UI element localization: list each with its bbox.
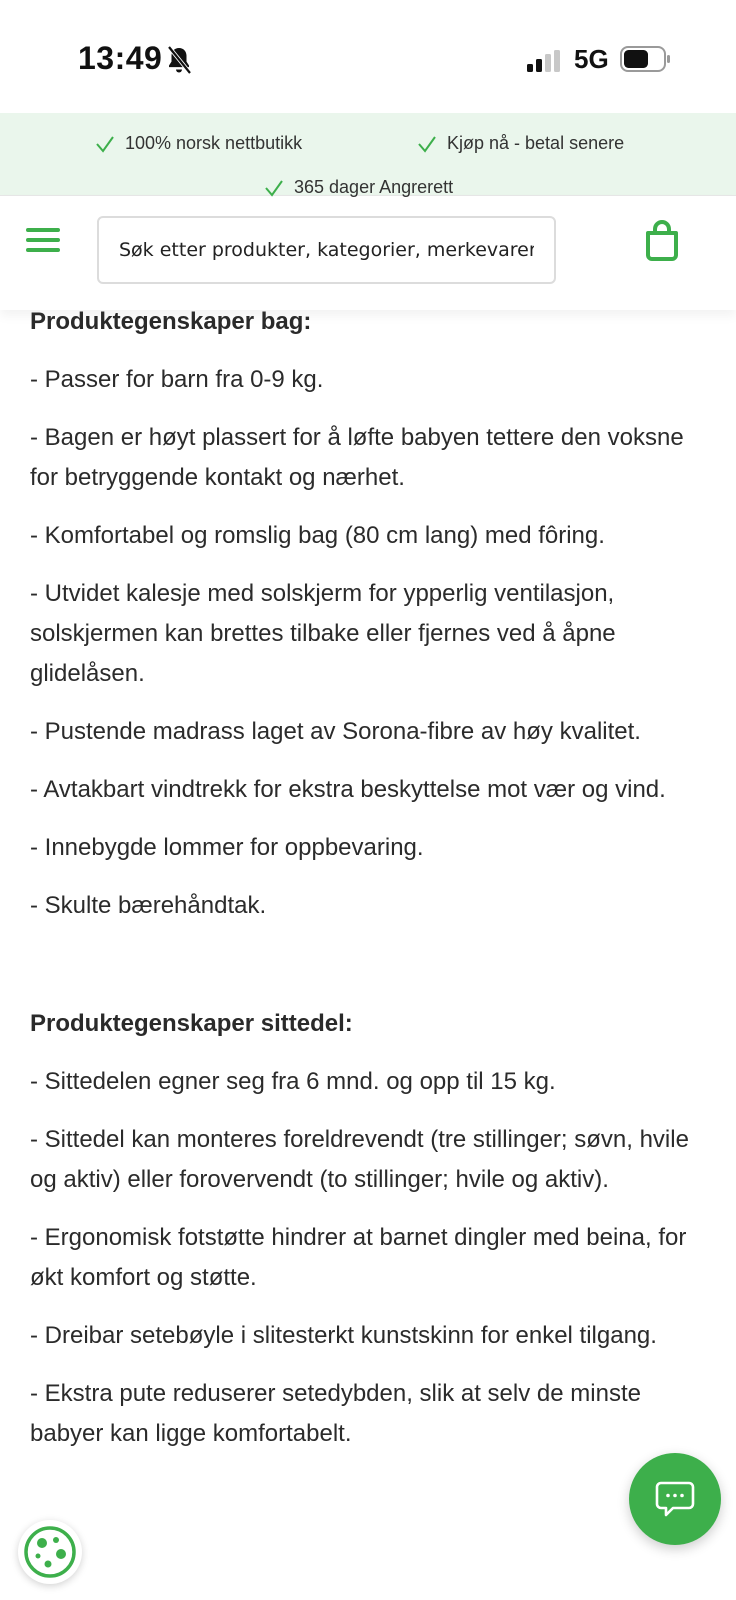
site-header xyxy=(0,195,736,310)
section-heading-seat: Produktegenskaper sittedel: xyxy=(30,1010,353,1037)
battery-icon xyxy=(620,46,672,72)
status-bar xyxy=(0,0,736,113)
search-box[interactable] xyxy=(97,216,556,284)
bag-feature: - Innebygde lommer for oppbevaring. xyxy=(30,834,424,861)
seat-feature: - Sittedelen egner seg fra 6 mnd. og opp til 15 kg. xyxy=(30,1068,556,1095)
bell-slash-icon xyxy=(166,45,192,75)
chat-bubble-icon xyxy=(653,1477,697,1521)
promo-label: Kjøp nå - betal senere xyxy=(447,133,625,153)
signal-icon xyxy=(527,50,563,72)
search-input[interactable] xyxy=(119,239,534,261)
section-heading-bag: Produktegenskaper bag: xyxy=(30,308,312,335)
bag-feature: - Utvidet kalesje med solskjerm for ypperlig ventilasjon, solskjermen kan brettes tilbake eller fjernes ved å åpne glidelåsen. xyxy=(30,580,616,687)
promo-item-norwegian-store xyxy=(95,133,302,154)
section-spacer xyxy=(30,944,710,1002)
cookie-icon xyxy=(22,1524,78,1580)
seat-feature: - Ekstra pute reduserer setedybden, slik at selv de minste babyer kan ligge komfortabelt. xyxy=(30,1380,641,1447)
check-icon xyxy=(417,134,437,154)
network-label: 5G xyxy=(574,44,609,74)
promo-item-return-policy xyxy=(264,177,453,198)
seat-feature: - Sittedel kan monteres foreldrevendt (tre stillinger; søvn, hvile og aktiv) eller forovervendt (to stillinger; hvile og aktiv). xyxy=(30,1126,689,1193)
status-time: 13:49 xyxy=(78,40,163,76)
bag-feature: - Pustende madrass laget av Sorona-fibre av høy kvalitet. xyxy=(30,718,641,745)
bag-feature: - Skulte bærehåndtak. xyxy=(30,892,267,919)
seat-feature: - Ergonomisk fotstøtte hindrer at barnet dingler med beina, for økt komfort og støtte. xyxy=(30,1224,687,1291)
promo-label: 100% norsk nettbutikk xyxy=(125,133,303,153)
bag-feature: - Passer for barn fra 0-9 kg. xyxy=(30,366,324,393)
bag-feature: - Avtakbart vindtrekk for ekstra beskyttelse mot vær og vind. xyxy=(30,776,666,803)
chat-button[interactable] xyxy=(629,1453,721,1545)
product-description xyxy=(30,300,710,1472)
promo-label: 365 dager Angrerett xyxy=(294,177,454,197)
promo-item-buy-now-pay-later xyxy=(417,133,624,154)
cookie-settings-button[interactable] xyxy=(18,1520,82,1584)
shopping-bag-icon[interactable] xyxy=(644,220,680,262)
seat-feature: - Dreibar setebøyle i slitesterkt kunstskinn for enkel tilgang. xyxy=(30,1322,657,1349)
bag-feature: - Bagen er høyt plassert for å løfte babyen tettere den voksne for betryggende kontakt og nærhet. xyxy=(30,424,684,491)
check-icon xyxy=(95,134,115,154)
bag-feature: - Komfortabel og romslig bag (80 cm lang) med fôring. xyxy=(30,522,605,549)
check-icon xyxy=(264,178,284,198)
hamburger-menu-icon[interactable] xyxy=(26,228,62,254)
